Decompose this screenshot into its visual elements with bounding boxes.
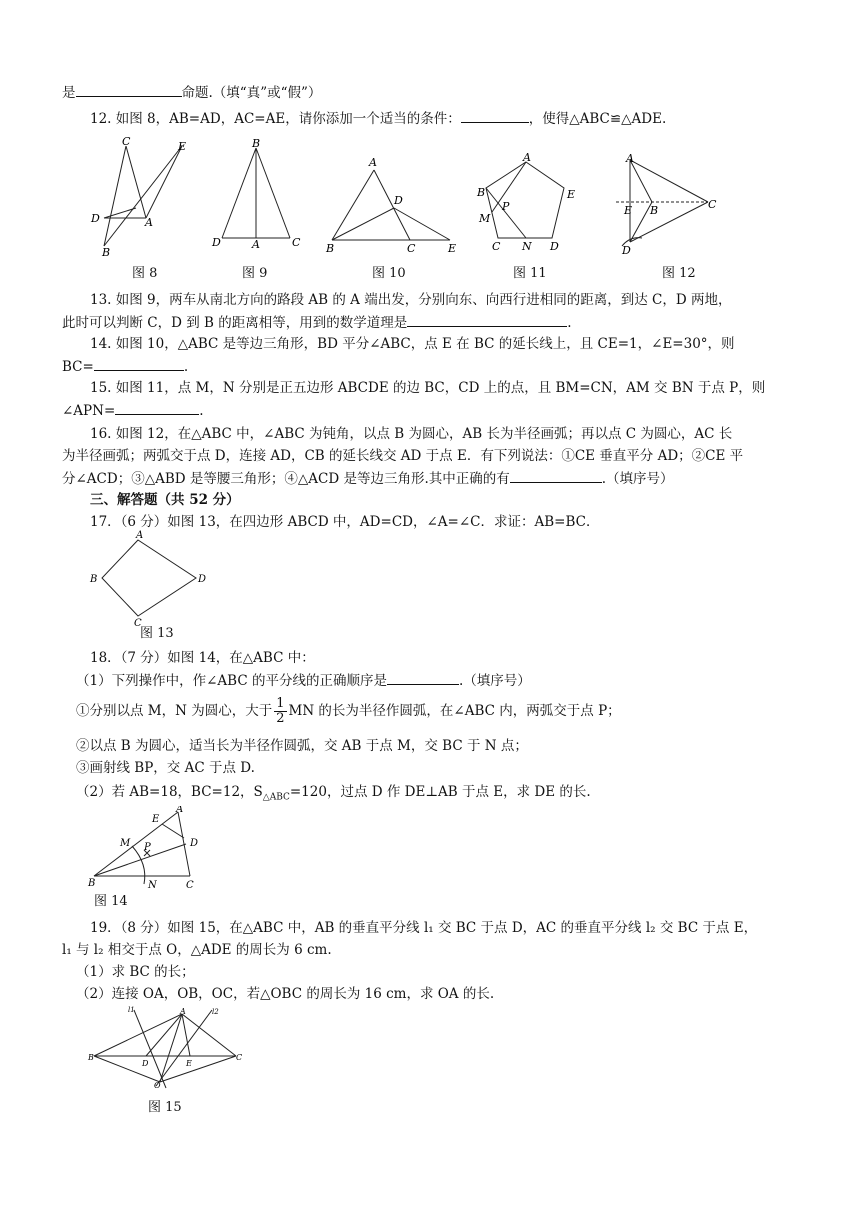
q18-step1-post: MN 的长为半径作圆弧，在∠ABC 内，两弧交于点 P；	[288, 703, 621, 719]
fig15-label-D: D	[142, 1059, 149, 1068]
caption-fig9: 图 9	[242, 266, 268, 281]
fig12-label-D: D	[622, 244, 631, 256]
fig11-label-B: B	[477, 186, 486, 199]
figure-12	[608, 150, 724, 256]
q18-step2: ②以点 B 为圆心，适当长为半径作圆弧，交 AB 于点 M，交 BC 于 N 点；	[76, 738, 528, 754]
figure-9	[208, 134, 304, 256]
answer-blank[interactable]	[115, 400, 199, 415]
q19-part1: （1）求 BC 的长；	[76, 964, 195, 980]
q16-line1: 16. 如图 12，在△ABC 中，∠ABC 为钝角，以点 B 为圆心，AB 长为半径画弧；再以点 C 为圆心，AC 长	[90, 426, 733, 442]
fig11-label-N: N	[522, 240, 532, 253]
figure-11	[474, 152, 586, 256]
q16-line2: 为半径画弧；两弧交于点 D，连接 AD，CB 的延长线交 AD 于点 E．有下列说法：①CE 垂直平分 AD；②CE 平	[62, 448, 744, 464]
figure-15	[86, 1006, 246, 1096]
fig14-label-M: M	[120, 838, 131, 849]
fig15-label-E: E	[186, 1059, 192, 1068]
fraction-denominator: 2	[276, 711, 285, 726]
q18-part1-text: （1）下列操作中，作∠ABC 的平分线的正确顺序是	[76, 673, 387, 689]
fig9-label-D: D	[212, 236, 221, 249]
caption-fig13: 图 13	[140, 626, 174, 641]
fig11-label-M: M	[479, 212, 491, 225]
q16-suffix: .（填序号）	[601, 471, 674, 487]
fig11-label-E: E	[567, 188, 576, 201]
fig10-label-B: B	[326, 242, 335, 255]
answer-blank[interactable]	[387, 670, 459, 685]
q14-line1: 14. 如图 10，△ABC 是等边三角形，BD 平分∠ABC，点 E 在 BC 的延长线上，且 CE=1，∠E=30°，则	[90, 336, 735, 352]
answer-blank[interactable]	[407, 312, 567, 327]
caption-fig8: 图 8	[132, 266, 158, 281]
q18-part2-post: =120，过点 D 作 DE⊥AB 于点 E，求 DE 的长.	[289, 784, 591, 800]
fig12-label-A: A	[626, 152, 634, 165]
fraction-numerator: 1	[276, 696, 285, 711]
q14-line2-text: BC=	[62, 359, 94, 375]
q15-line1: 15. 如图 11，点 M，N 分别是正五边形 ABCDE 的边 BC，CD 上的点，且 BM=CN，AM 交 BN 于点 P，则	[90, 380, 766, 396]
fig13-label-C: C	[134, 618, 142, 626]
caption-fig10: 图 10	[372, 266, 406, 281]
q13-line2-text: 此时可以判断 C，D 到 B 的距离相等，用到的数学道理是	[62, 315, 408, 331]
q19-line1: 19．（8 分）如图 15，在△ABC 中，AB 的垂直平分线 l₁ 交 BC 于点 D，AC 的垂直平分线 l₂ 交 BC 于点 E，	[90, 920, 758, 936]
fig15-label-O: O	[154, 1081, 161, 1090]
caption-fig14: 图 14	[94, 894, 128, 909]
q19-line2: l₁ 与 l₂ 相交于点 O，△ADE 的周长为 6 cm.	[62, 942, 332, 958]
fig14-label-A: A	[176, 806, 184, 815]
fig11-label-C: C	[492, 240, 501, 253]
fraction-one-half	[274, 697, 286, 726]
question-12	[90, 108, 666, 129]
fig15-label-l1: l1	[128, 1006, 135, 1014]
q11-prefix: 是	[62, 85, 76, 101]
q18-step1	[76, 696, 621, 726]
caption-fig11: 图 11	[513, 266, 547, 281]
fig14-label-C: C	[186, 880, 194, 890]
q11-suffix: 命题.（填“真”或“假”）	[181, 85, 322, 101]
fig15-label-B: B	[88, 1053, 94, 1062]
fig11-label-P: P	[502, 200, 510, 213]
fig8-label-E: E	[178, 140, 187, 153]
answer-blank[interactable]	[461, 108, 529, 123]
q19-part2: （2）连接 OA，OB，OC，若△OBC 的周长为 16 cm，求 OA 的长.	[76, 986, 495, 1002]
fig15-label-l2: l2	[212, 1008, 219, 1016]
q18-step1-pre: ①分别以点 M，N 为圆心，大于	[76, 703, 273, 719]
caption-fig12: 图 12	[662, 266, 696, 281]
q18-part1-suffix: .（填序号）	[458, 673, 531, 689]
q16-line3-text: 分∠ACD；③△ABD 是等腰三角形；④△ACD 是等边三角形.其中正确的有	[62, 471, 510, 487]
fig9-label-C: C	[292, 236, 301, 249]
question-17: 17．（6 分）如图 13，在四边形 ABCD 中，AD=CD，∠A=∠C．求证：AB=BC．	[90, 514, 600, 530]
section-3-heading: 三、解答题（共 52 分）	[90, 492, 240, 508]
figure-8	[86, 134, 196, 256]
q15-suffix: .	[199, 403, 204, 419]
fig14-label-B: B	[88, 878, 96, 889]
question-18: 18．（7 分）如图 14，在△ABC 中：	[90, 650, 315, 666]
q12-suffix: ，使得△ABC≌△ADE.	[528, 111, 667, 127]
q18-step3: ③画射线 BP，交 AC 于点 D.	[76, 760, 255, 776]
q11-tail	[62, 82, 321, 103]
fig14-label-E: E	[152, 814, 160, 825]
fig12-label-B: B	[650, 204, 659, 217]
q13-suffix: .	[567, 315, 572, 331]
q15-line2-text: ∠APN=	[62, 403, 116, 419]
answer-blank[interactable]	[510, 468, 602, 483]
q18-part2	[76, 782, 591, 808]
fig15-label-A: A	[180, 1007, 186, 1016]
q18-part2-pre: （2）若 AB=18，BC=12，S	[76, 784, 263, 800]
fig8-label-D: D	[91, 212, 100, 225]
q14-line2	[62, 356, 188, 377]
fig10-label-D: D	[394, 194, 403, 207]
fig12-label-E: E	[624, 204, 633, 217]
fig14-label-P: P	[144, 842, 151, 853]
fig13-label-D: D	[198, 574, 207, 585]
q14-suffix: .	[183, 359, 189, 375]
area-subscript: △ABC	[262, 792, 290, 803]
fig9-label-B: B	[252, 137, 261, 150]
fig8-label-B: B	[102, 246, 111, 256]
figure-14	[86, 806, 202, 890]
q16-line3	[62, 468, 674, 489]
caption-fig15: 图 15	[148, 1100, 182, 1115]
fig15-label-C: C	[236, 1053, 243, 1062]
fig8-label-A: A	[145, 216, 153, 229]
q12-text: 12. 如图 8，AB=AD，AC=AE，请你添加一个适当的条件：	[90, 111, 461, 127]
q15-line2	[62, 400, 204, 421]
q13-line2	[62, 312, 572, 333]
fig13-label-A: A	[136, 530, 144, 541]
fig8-label-C: C	[122, 135, 131, 148]
figure-10	[322, 152, 462, 256]
fig14-label-D: D	[190, 838, 199, 849]
fig10-label-C: C	[407, 242, 416, 255]
fig11-label-A: A	[523, 152, 531, 164]
fig13-label-B: B	[90, 574, 98, 585]
fig9-label-A: A	[252, 238, 260, 251]
q13-line1: 13. 如图 9，两车从南北方向的路段 AB 的 A 端出发，分别向东、向西行进相同的距离，到达 C，D 两地，	[90, 292, 732, 308]
figure-13	[86, 530, 216, 626]
answer-blank[interactable]	[76, 82, 182, 97]
fig11-label-D: D	[550, 240, 559, 253]
fig10-label-A: A	[369, 156, 377, 169]
q18-part1	[76, 670, 531, 691]
fig12-label-C: C	[708, 198, 717, 211]
answer-blank[interactable]	[94, 356, 184, 371]
fig14-label-N: N	[148, 880, 157, 890]
fig10-label-E: E	[448, 242, 457, 255]
